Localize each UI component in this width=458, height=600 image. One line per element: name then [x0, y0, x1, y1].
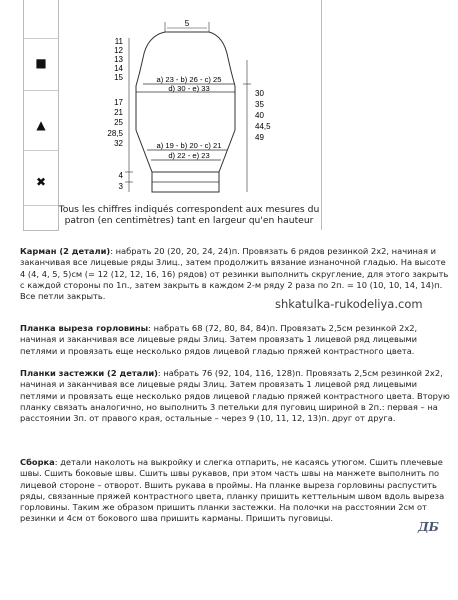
upper-width-row: a) 23 - b) 26 - c) 25: [156, 75, 222, 84]
left-label: 15: [114, 73, 123, 82]
right-label: 40: [255, 111, 264, 120]
left-label: 17: [114, 98, 123, 107]
right-label: 35: [255, 100, 264, 109]
assembly-paragraph: [20, 457, 450, 525]
sidebar-divider: [24, 205, 58, 206]
upper-width-row: d) 30 - e) 33: [168, 84, 210, 93]
paragraph-body: : набрать 68 (72, 80, 84, 84)п. Провязать 2,5см резинкой 2х2, начиная и заканчивая все лицевые ряды 3лиц. Затем провязать 1 лицевой ряд лицевыми петлями и провязать еще несколько рядов лицевой гладью пряжей контрастного цвета.: [20, 323, 418, 356]
paragraph-title: Карман (2 детали): [20, 246, 111, 256]
lower-width-row: a) 19 - b) 20 - c) 21: [156, 141, 222, 150]
symbol-sidebar: [23, 0, 59, 231]
diagram-caption: Tous les chiffres indiqués correspondent aux mesures du patron (en centimètres) tant en largeur qu'en hauteur: [58, 204, 320, 226]
pocket-paragraph: [20, 246, 450, 302]
paragraph-title: Сборка: [20, 457, 55, 467]
left-label: 21: [114, 108, 123, 117]
right-label: 44,5: [255, 122, 271, 131]
sleeve-pattern-diagram: [57, 0, 321, 205]
neckband-paragraph: [20, 323, 450, 357]
sidebar-divider: [24, 90, 58, 91]
sidebar-divider: [24, 38, 58, 39]
right-label: 49: [255, 133, 264, 142]
square-icon: ■: [35, 56, 47, 70]
left-label: 25: [114, 118, 123, 127]
left-label: 32: [114, 139, 123, 148]
paragraph-body: : детали наколоть на выкройку и слегка отпарить, не касаясь утюгом. Сшить плечевые швы. Сшить боковые швы. Сшить швы рукавов, при этом часть швы на манжете выполнить по лицевой стороне – отворот. Вшить рукава в проймы. На планке выреза горловины распустить ряды, связанные пряжей контрастного цвета, планку пришить кеттельным швом вдоль выреза горловины. Таким же образом пришить планки застежки. На полочки на расстоянии 2см от резинки и 4см от бокового шва пришить карманы. Пришить пуговицы.: [20, 457, 445, 524]
left-label: 28,5: [107, 129, 123, 138]
paragraph-body: : набрать 20 (20, 20, 24, 24)п. Провязать 6 рядов резинкой 2х2, начиная и заканчивая все лицевые ряды 3лиц., затем продолжить вязание изнаночной гладью. На высоте 4 (4, 4, 5, 5)см (= 12 (12, 12, 16, 16) рядов) от резинки выполнить скругление, для этого закрыть с каждой стороны по 1п., затем закрыть в каждом 2-м ряду 2 раза по 2п. = 10 (10, 10, 14, 14)п. Все петли закрыть.: [20, 246, 449, 302]
cross-icon: ✖: [35, 175, 47, 189]
left-label: 13: [114, 55, 123, 64]
author-signature: ДБ: [418, 520, 439, 534]
left-label: 14: [114, 64, 123, 73]
paragraph-body: : набрать 76 (92, 104, 116, 128)п. Провязать 2,5см резинкой 2х2, начиная и заканчивая все лицевые ряды 3лиц. Затем провязать 1 лицевой ряд лицевыми петлями и провязать еще несколько рядов лицевой гладью пряжей контрастного цвета. Вторую планку связать аналогично, но выполнить 3 петельки для пуговиц шириной в 2п.: первая – на расстоянии 3п. от правого края, остальные – через 9 (10, 11, 12, 13)п. друг от друга.: [20, 368, 450, 424]
button-band-paragraph: [20, 368, 450, 424]
triangle-icon: ▲: [36, 118, 46, 132]
sidebar-divider: [24, 150, 58, 151]
top-width-label: 5: [184, 19, 190, 28]
paragraph-title: Планки застежки (2 детали): [20, 368, 158, 378]
left-label: 3: [118, 182, 123, 191]
left-label: 11: [114, 37, 123, 46]
paragraph-title: Планка выреза горловины: [20, 323, 149, 333]
site-watermark: shkatulka-rukodeliya.com: [275, 297, 423, 311]
left-label: 4: [118, 171, 123, 180]
left-label: 12: [114, 46, 123, 55]
lower-width-row: d) 22 - e) 23: [168, 151, 210, 160]
right-label: 30: [255, 89, 264, 98]
